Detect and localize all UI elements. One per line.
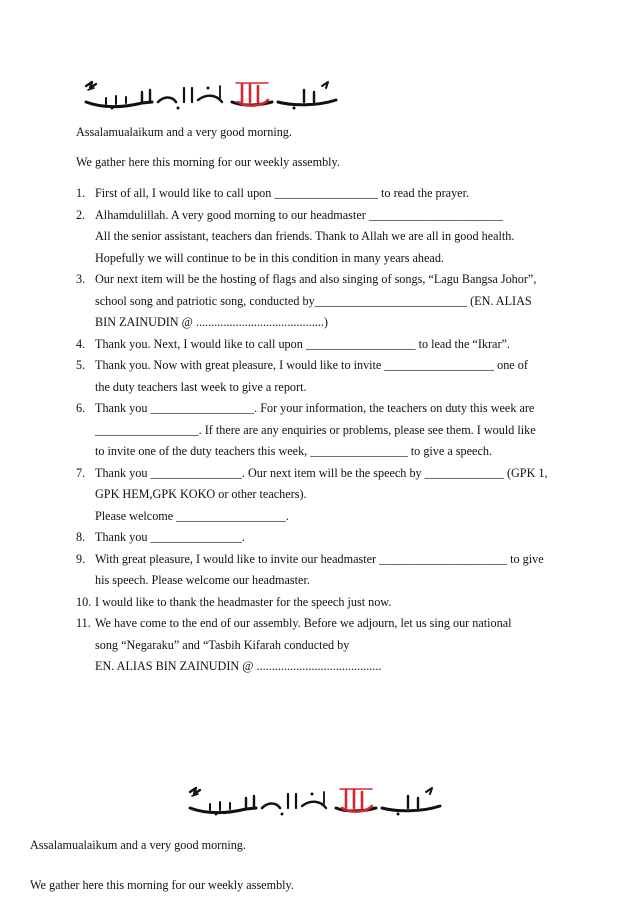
list-item	[76, 466, 596, 531]
greeting-text-2: Assalamualaikum and a very good morning.	[30, 838, 246, 852]
list-item	[76, 337, 596, 359]
item-line: All the senior assistant, teachers dan friends. Thank to Allah we are all in good health.	[95, 229, 515, 243]
item-line: Please welcome __________________.	[95, 508, 289, 523]
item-line: school song and patriotic song, conducted by_________________________ (EN. ALIAS	[95, 293, 532, 308]
list-item	[76, 272, 596, 337]
list-item	[76, 358, 596, 401]
basmala-calligraphy-icon	[82, 78, 340, 110]
item-number: 1.	[76, 186, 86, 200]
item-line: EN. ALIAS BIN ZAINUDIN @ .........................................	[95, 659, 382, 673]
list-item	[76, 530, 596, 552]
item-line: We have come to the end of our assembly. Before we adjourn, let us sing our national	[95, 616, 512, 630]
item-number: 4.	[76, 336, 86, 351]
assembly-agenda-list	[76, 186, 596, 681]
list-item	[76, 552, 596, 595]
item-line: GPK HEM,GPK KOKO or other teachers).	[95, 487, 307, 501]
item-number: 8.	[76, 530, 86, 544]
item-line: the duty teachers last week to give a report.	[95, 379, 307, 394]
item-number: 9.	[76, 551, 86, 566]
item-line: Our next item will be the hosting of flags and also singing of songs, “Lagu Bangsa Johor”,	[95, 272, 537, 286]
item-line: Hopefully we will continue to be in this condition in many years ahead.	[95, 250, 444, 265]
item-line: BIN ZAINUDIN @ ..........................................)	[95, 315, 328, 329]
item-line: Thank you _______________.	[95, 530, 245, 544]
basmala-calligraphy-icon	[186, 784, 444, 816]
item-number: 2.	[76, 207, 86, 222]
intro-text-2: We gather here this morning for our weekly assembly.	[30, 878, 294, 892]
item-line: his speech. Please welcome our headmaster.	[95, 573, 310, 587]
item-line: song “Negaraku” and “Tasbih Kifarah conducted by	[95, 637, 350, 652]
item-number: 5.	[76, 358, 86, 372]
item-line: Thank you _______________. Our next item will be the speech by _____________ (GPK 1,	[95, 465, 548, 480]
item-line: to invite one of the duty teachers this week, ________________ to give a speech.	[95, 444, 493, 458]
list-item	[76, 595, 596, 617]
list-item	[76, 186, 596, 208]
item-number: 10.	[76, 594, 92, 609]
item-line: I would like to thank the headmaster for the speech just now.	[95, 594, 392, 609]
item-number: 11.	[76, 616, 91, 630]
item-number: 7.	[76, 465, 86, 480]
greeting-text: Assalamualaikum and a very good morning.	[76, 125, 292, 139]
item-line: Alhamdulillah. A very good morning to our headmaster ______________________	[95, 207, 503, 222]
intro-text: We gather here this morning for our weekly assembly.	[76, 155, 340, 169]
list-item	[76, 401, 596, 466]
item-line: Thank you _________________. For your information, the teachers on duty this week are	[95, 401, 535, 415]
item-line: Thank you. Now with great pleasure, I would like to invite __________________ one of	[95, 358, 528, 372]
item-line: _________________. If there are any enquiries or problems, please see them. I would like	[95, 422, 536, 437]
item-line: First of all, I would like to call upon _________________ to read the prayer.	[95, 186, 470, 200]
item-line: Thank you. Next, I would like to call upon __________________ to lead the “Ikrar”.	[95, 336, 510, 351]
list-item	[76, 616, 596, 681]
item-number: 3.	[76, 272, 86, 286]
list-item	[76, 208, 596, 273]
item-number: 6.	[76, 401, 86, 415]
item-line: With great pleasure, I would like to invite our headmaster _____________________ to give	[95, 551, 544, 566]
